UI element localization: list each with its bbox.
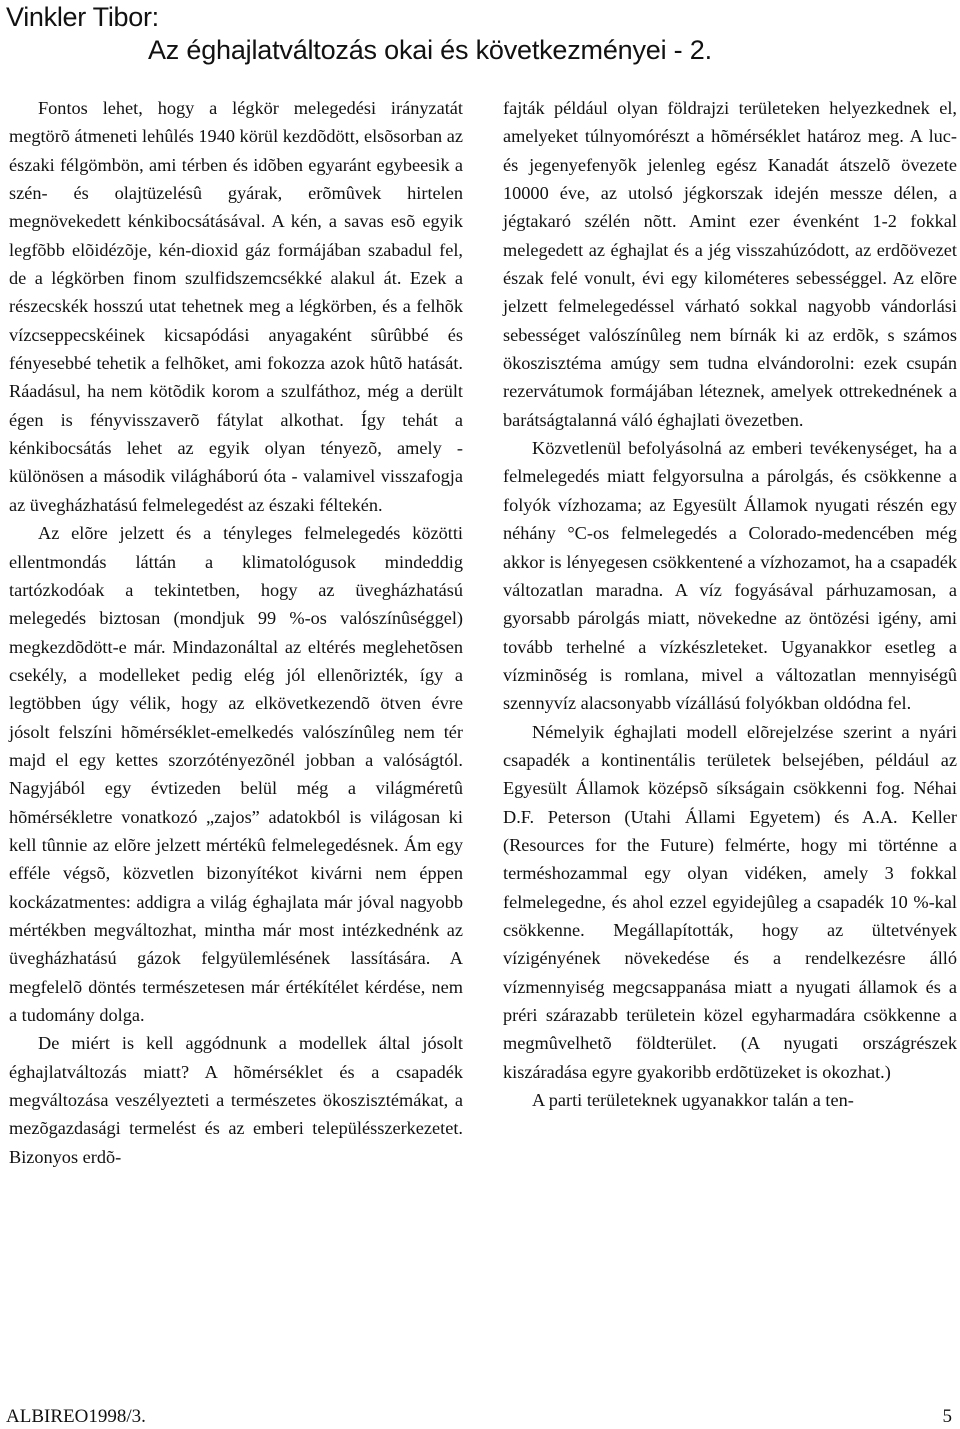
left-column [9,94,463,1171]
paragraph: Fontos lehet, hogy a légkör melegedési irányzatát megtörõ átmeneti lehûlés 1940 körül kezdõdött, elsõsorban az északi félgömbön, ami térben és idõben egyaránt egybeesik a szén- és olajtüzelésû gyárak, erõmûvek hirtelen megnövekedett kénkibocsátásával. A kén, a savas esõ egyik legfõbb elõidézõje, kén-dioxid gáz formájában szabadul fel, de a légkörben finom szulfidszemcsékké alakul át. Ezek a részecskék hosszú utat tehetnek meg a légkörben, és a felhõk vízcseppecskéinek kicsapódási anyagaként sûrûbbé és fényesebbé tehetik a felhõket, ami fokozza azok hûtõ hatását. Ráadásul, ha nem kötõdik korom a szulfáthoz, még a derült égen is fényvisszaverõ fátylat alkothat. Így tehát a kénkibocsátás lehet az egyik olyan tényezõ, amely - különösen a második világháború óta - valamivel visszafogja az üvegházhatású felmelegedést az északi féltekén. [9,98,463,515]
article-title: Az éghajlatváltozás okai és következményei - 2. [148,35,712,65]
paragraph: A parti területeknek ugyanakkor talán a ten- [532,1090,854,1111]
paragraph: De miért is kell aggódnunk a modellek által jósolt éghajlatváltozás miatt? A hõmérséklet és a csapadék megváltozása veszélyezteti a természetes ökoszisztémákat, a mezõgazdasági termelést és az emberi településszerkezetet. Bizonyos erdõ- [9,1033,463,1167]
author-name: Vinkler Tibor: [6,2,159,32]
right-column [503,94,957,1114]
paragraph: fajták például olyan földrajzi területeken helyezkednek el, amelyeket túlnyomórészt a hõmérséklet határoz meg. A luc- és jegenyefenyõk jelenleg egész Kanadát átszelõ övezete 10000 éve, az utolsó jégkorszak idején messze délen, a jégtakaró szélén nõtt. Amint ezer évenként 1-2 fokkal melegedett az éghajlat és a jég visszahúzódott, az erdõövezet észak felé vonult, évi egy kilométeres sebességgel. Az elõre jelzett felmelegedéssel várható sokkal nagyobb vándorlási sebességet valószínûleg nem bírnák ki az erdõk, s számos ökoszisztéma amúgy sem tudna elvándorolni: ezek csupán rezervátumok formájában léteznek, amelyek ottrekednének a barátságtalanná váló éghajlati övezetben. [503,98,957,430]
paragraph: Közvetlenül befolyásolná az emberi tevékenységet, ha a felmelegedés miatt felgyorsulna a párolgás, és csökkenne a folyók vízhozama; az Egyesült Államok nyugati részén egy néhány °C-os felmelegedés a Colorado-medencében még akkor is lényegesen csökkentené a vízhozamot, ha a csapadék változatlan maradna. A víz fogyásával párhuzamosan, a gyorsabb párolgás miatt, növekedne az öntözési igény, ami tovább terhelné a vízkészleteket. Ugyanakkor esetleg a vízminõség is romlana, mivel a változatlan mennyiségû szennyvíz alacsonyabb vízállású folyókban oldódna fel. [503,438,957,714]
paragraph: Némelyik éghajlati modell elõrejelzése szerint a nyári csapadék a kontinentális területek belsejében, például az Egyesült Államok középsõ síkságain csökkenni fog. Néhai D.F. Peterson (Utahi Állami Egyetem) és A.A. Keller (Resources for the Future) felmérte, hogy mi történne a terméshozammal egy olyan vidéken, amely 3 fokkal felmelegedne, és ahol ezzel egyidejûleg a csapadék 10 %-kal csökkenne. Megállapították, hogy az ültetvények vízigényének növekedése és a rendelkezésre álló vízmennyiség megcsappanása miatt a nyugati államok és a préri szárazabb területein közel egyharmadára csökkenne a megmûvelhetõ földterület. (A nyugati országrészek kiszáradása egyre gyakoribb erdõtüzeket is okozhat.) [503,721,957,1082]
paragraph: Az elõre jelzett és a tényleges felmelegedés közötti ellentmondás láttán a klimatológusok mindeddig tartózkodóak a tekintetben, hogy az üvegházhatású melegedés biztosan (mondjuk 99 %-os valószínûséggel) megkezdõdött-e már. Mindazonáltal az eltérés meglehetõsen csekély, a modelleket pedig elég jól ellenõrizték, így a legtöbben úgy vélik, hogy az elkövetkezendõ ötven évre jósolt felszíni hõmérséklet-emelkedés valószínûleg nem tér majd el egy kettes szorzótényezõnél jobban a valóságtól. Nagyjából egy évtizeden belül még a világméretû hõmérsékletre vonatkozó „zajos” adatokból is világosan ki kell tûnnie az elõre jelzett mértékû felmelegedésnek. Ám egy efféle végsõ, közvetlen bizonyítékot kivárni nem éppen kockázatmentes: addigra a világ éghajlata már jóval nagyobb mértékben megváltozhat, mintha már most intézkednénk az üvegházhatású gázok felgyülemlésének lassítására. A megfelelõ döntés természetesen már értékítélet kérdése, nem a tudomány dolga. [9,523,463,1025]
publication-footer: ALBIREO1998/3. [6,1406,146,1427]
page-number: 5 [942,1406,952,1427]
